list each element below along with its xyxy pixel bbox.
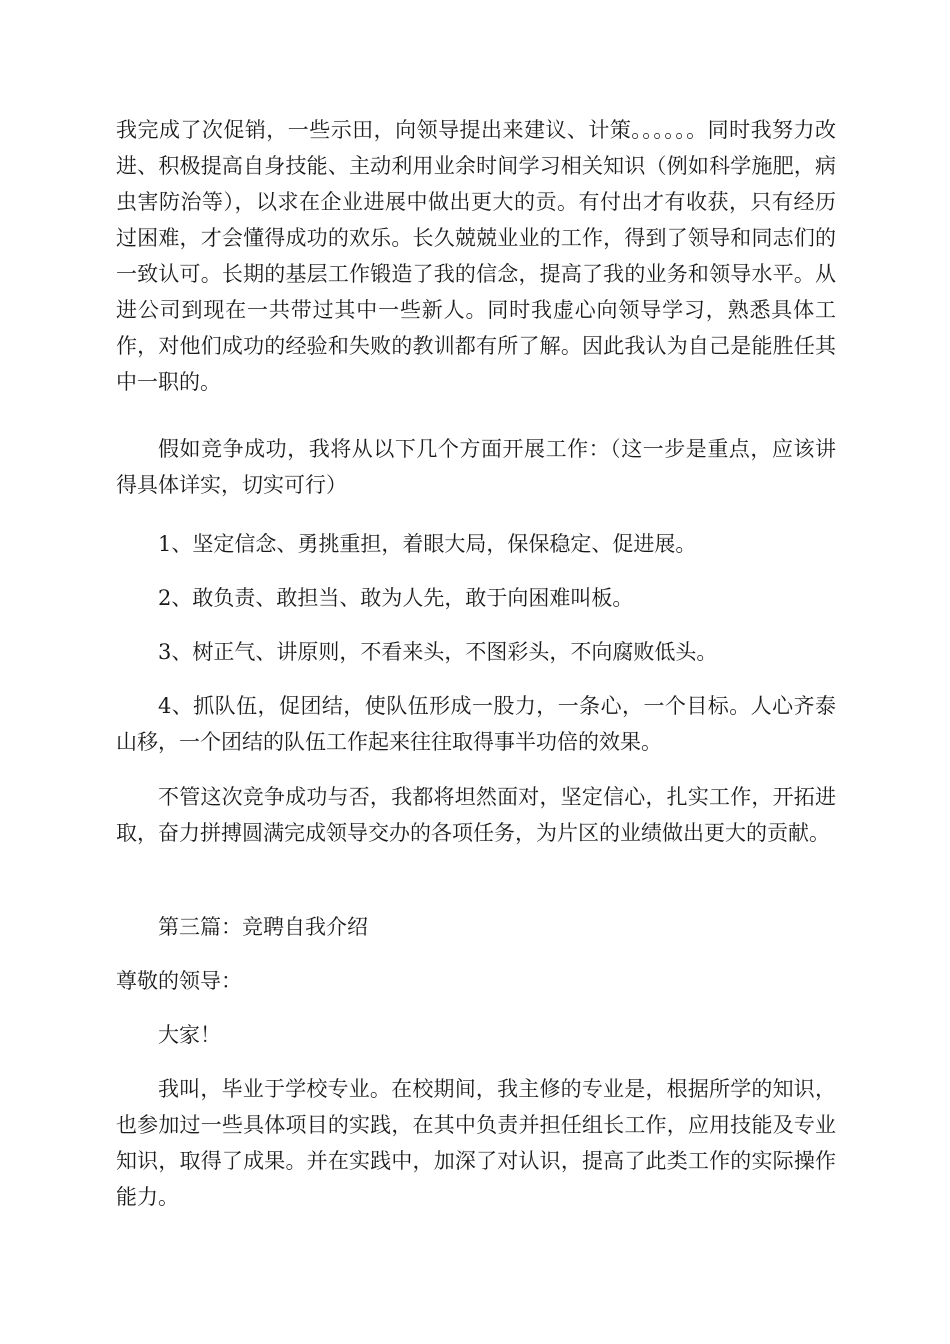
paragraph-plan-item-1: 1、坚定信念、勇挑重担，着眼大局，保保稳定、促进展。 [158,532,697,556]
section-heading: 第三篇：竞聘自我介绍 [158,915,368,939]
salutation: 尊敬的领导： [116,969,242,993]
paragraph-self-introduction: 我叫，毕业于学校专业。在校期间，我主修的专业是，根据所学的知识，也参加过一些具体项目的实践，在其中负责并担任组长工作，应用技能及专业知识，取得了成果。并在实践中，加深了对认识，提高了此类工作的实际操作能力。 [116,1077,836,1209]
paragraph-work-plan-intro: 假如竞争成功，我将从以下几个方面开展工作：（这一步是重点，应该讲得具体详实，切实可行） [116,437,836,497]
paragraph-closing: 不管这次竞争成功与否，我都将坦然面对，坚定信心，扎实工作，开拓进取，奋力拼搏圆满完成领导交办的各项任务，为片区的业绩做出更大的贡献。 [116,785,836,845]
paragraph-work-summary: 我完成了次促销，一些示田，向领导提出来建议、计策。。。。。。同时我努力改进、积极提高自身技能、主动利用业余时间学习相关知识（例如科学施肥，病虫害防治等），以求在企业进展中做出更大的贡。有付出才有收获，只有经历过困难，才会懂得成功的欢乐。长久兢兢业业的工作，得到了领导和同志们的一致认可。长期的基层工作锻造了我的信念，提高了我的业务和领导水平。从进公司到现在一共带过其中一些新人。同时我虚心向领导学习，熟悉具体工作，对他们成功的经验和失败的教训都有所了解。因此我认为自己是能胜任其中一职的。 [116,118,836,394]
paragraph-plan-item-2: 2、敢负责、敢担当、敢为人先，敢于向困难叫板。 [158,586,634,610]
greeting: 大家！ [158,1023,221,1047]
paragraph-plan-item-3: 3、树正气、讲原则，不看来头，不图彩头，不向腐败低头。 [158,640,718,664]
paragraph-plan-item-4: 4、抓队伍，促团结，使队伍形成一股力，一条心，一个目标。人心齐泰山移，一个团结的队伍工作起来往往取得事半功倍的效果。 [116,694,836,754]
